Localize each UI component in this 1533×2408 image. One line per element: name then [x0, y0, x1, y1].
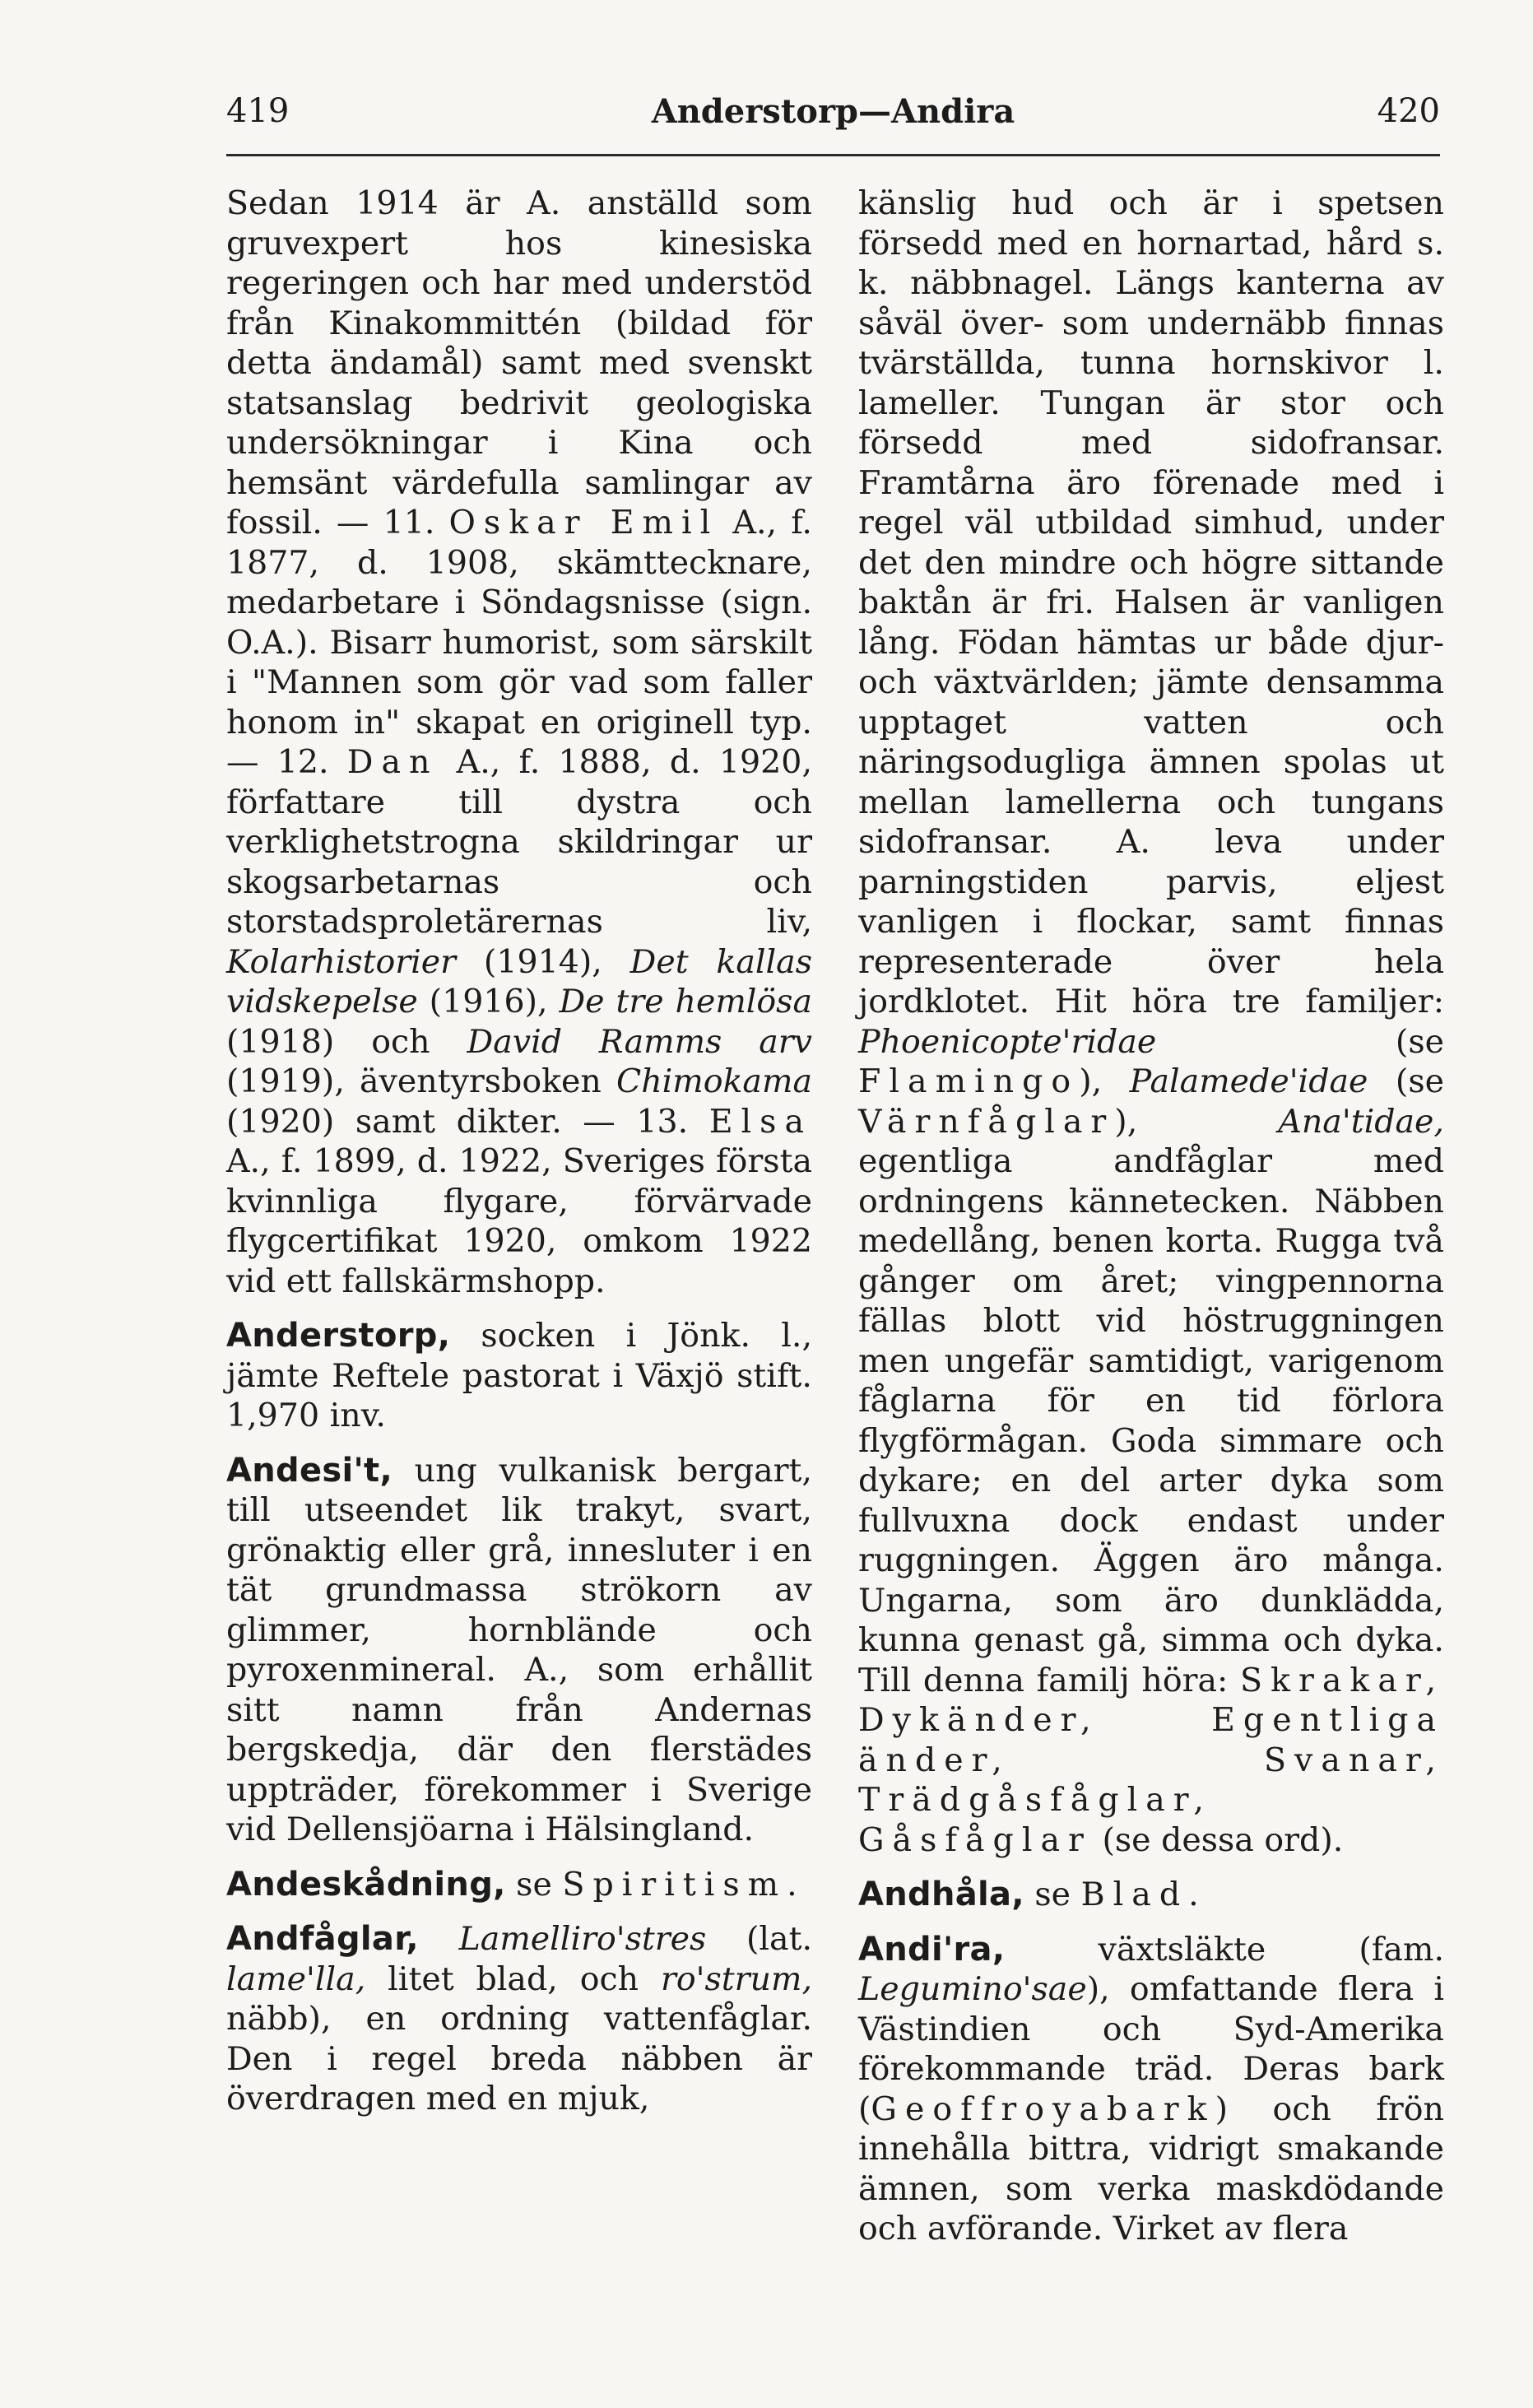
left-column	[226, 184, 812, 2119]
headword: Andesi't,	[226, 1451, 393, 1490]
entry-andesit: Andesi't, ung vulkanisk bergart, till utseendet lik trakyt, svart, grönaktig eller grå, innesluter i en tät grundmassa strökorn av glimmer, hornblände och pyroxenmineral. A., som erhållit sitt namn från Andernas bergskedja, där den flerstädes uppträder, förekommer i Sverige vid Dellensjöarna i Hälsingland.	[226, 1451, 812, 1848]
headword: Anderstorp,	[226, 1317, 451, 1355]
cross-reference-list: Skrakar, Dykänder, Egentliga änder, Svanar, Trädgåsfåglar, Gåsfåglar	[858, 1661, 1444, 1859]
entry-anderstorp: Anderstorp, socken i Jönk. l., jämte Reftele pastorat i Växjö stift. 1,970 inv.	[226, 1317, 812, 1434]
page-number-right: 420	[1377, 92, 1440, 130]
right-column	[858, 184, 1444, 2249]
cross-reference: Flamingo	[858, 1062, 1080, 1100]
headword: Andeskådning,	[226, 1865, 506, 1904]
entry-andfaglar: Andfåglar, Lamelliro'stres (lat. lame'lla, litet blad, och ro'strum, näbb), en ordning vattenfåglar. Den i regel breda näbben är överdragen med en mjuk,	[226, 1920, 813, 2117]
entry-andhala: Andhåla, se Blad.	[858, 1876, 1199, 1913]
entry-anders-continued: Sedan 1914 är A. anställd som gruvexpert hos kinesiska regeringen och har med understöd från Kinakommittén (bildad för detta ändamål) samt med svenskt statsanslag bedrivit geologiska undersökningar i Kina och hemsänt värdefulla samlingar av fossil. — 11. Oskar Emil A., f. 1877, d. 1908, skämttecknare, medarbetare i Söndagsnisse (sign. O.A.). Bisarr humorist, som särskilt i "Mannen som gör vad som faller honom in" skapat en originell typ. — 12. Dan A., f. 1888, d. 1920, författare till dystra och verklighetstrogna skildringar ur skogsarbetarnas och storstadsproletärernas liv, Kolarhistorier (1914), Det kallas vidskepelse (1916), De tre hemlösa (1918) och David Ramms arv (1919), äventyrsboken Chimokama (1920) samt dikter. — 13. Elsa A., f. 1899, d. 1922, Sveriges första kvinnliga flygare, förvärvade flygcertifikat 1920, omkom 1922 vid ett fallskärmshopp.	[226, 184, 813, 1300]
header-rule	[226, 154, 1440, 156]
entry-andfaglar-continued: känslig hud och är i spetsen försedd med en hornartad, hård s. k. näbbnagel. Längs kanterna av såväl över- som undernäbb finnas tvärställda, tunna hornskivor l. lameller. Tungan är stor och försedd med sidofransar. Framtårna äro förenade med i regel väl utbildad simhud, under det den mindre och högre sittande baktån är fri. Halsen är vanligen lång. Födan hämtas ur både djur- och växtvärlden; jämte densamma upptaget vatten och näringsodugliga ämnen spolas ut mellan lamellerna och tungans sidofransar. A. leva under parningstiden parvis, eljest vanligen i flockar, samt finnas representerade över hela jordklotet. Hit höra tre familjer: Phoenicopte'ridae (se Flamingo), Palamede'idae (se Värnfåglar), Ana'tidae, egentliga andfåglar med ordningens kännetecken. Näbben medellång, benen korta. Rugga två gånger om året; vingpennorna fällas blott vid höstruggningen men ungefär samtidigt, varigenom fåglarna för en tid förlora flygförmågan. Goda simmare och dykare; en del arter dyka som fullvuxna dock endast under ruggningen. Äggen äro många. Ungarna, som äro dunklädda, kunna genast gå, simma och dyka. Till denna familj höra: Skrakar, Dykänder, Egentliga änder, Svanar, Trädgåsfåglar, Gåsfåglar (se dessa ord).	[858, 184, 1444, 1859]
headword: Andi'ra,	[858, 1930, 1006, 1969]
headword: Andfåglar,	[226, 1920, 419, 1958]
cross-reference: Spiritism	[562, 1865, 787, 1904]
cross-reference: Värnfåglar	[858, 1102, 1115, 1141]
running-title: Anderstorp—Andira	[651, 92, 1015, 131]
page-header	[226, 92, 1440, 150]
cross-reference: Blad	[1080, 1876, 1189, 1913]
headword: Andhåla,	[858, 1876, 1024, 1913]
entry-andeskadning: Andeskådning, se Spiritism.	[226, 1865, 797, 1904]
page-number-left: 419	[226, 92, 290, 130]
entry-andira: Andi'ra, växtsläkte (fam. Legumino'sae), omfattande flera i Västindien och Syd-Amerika förekommande träd. Deras bark (Geoffroyabark) och frön innehålla bittra, vidrigt smakande ämnen, som verka maskdödande och avförande. Virket av flera	[858, 1930, 1444, 2248]
